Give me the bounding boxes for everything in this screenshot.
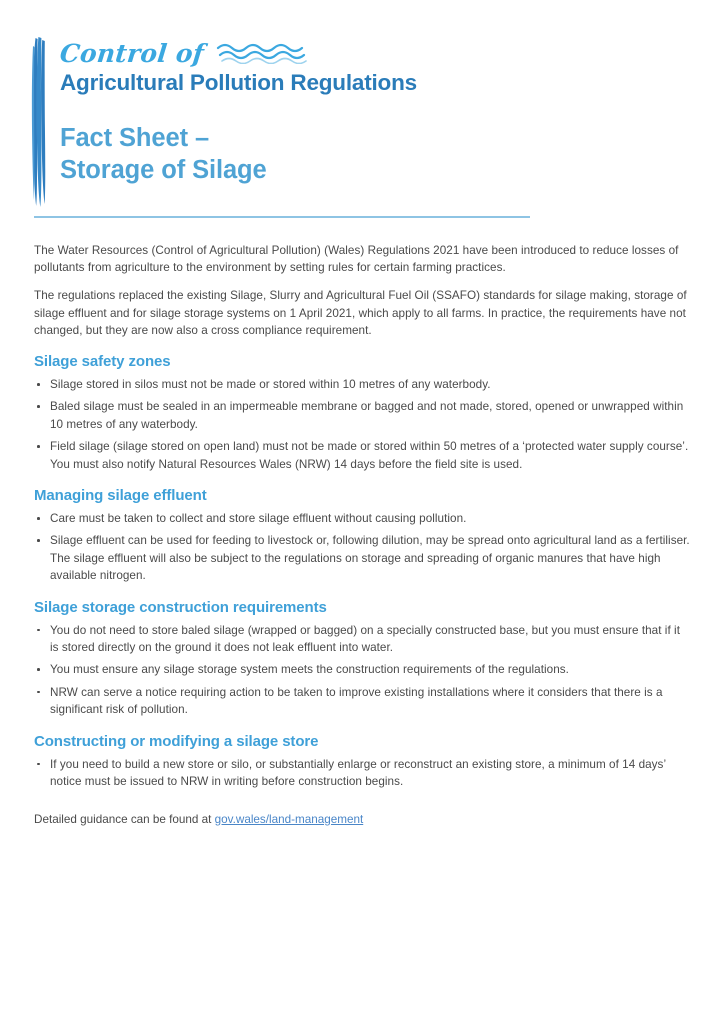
bullet-dot-icon [37, 763, 40, 766]
section-heading-silage-storage-construction-requirements: Silage storage construction requirements [34, 598, 327, 616]
section-list-managing-silage-effluent [34, 510, 690, 585]
list-item-text: Silage effluent can be used for feeding to livestock or, following dilution, may be spread onto agricultural land as a fertiliser. The silage effluent will also be subject to the regulations on storage and spreading of organic manures that have high available nitrogen. [50, 534, 690, 583]
section-list-silage-safety-zones [34, 376, 690, 473]
section-list-silage-storage-construction-requirements [34, 622, 690, 719]
guidance-note [34, 811, 690, 828]
list-item [34, 622, 690, 657]
list-item-text: Silage stored in silos must not be made or stored within 10 metres of any waterbody. [50, 378, 491, 392]
bullet-dot-icon [37, 405, 40, 408]
section-heading-silage-safety-zones: Silage safety zones [34, 353, 171, 371]
brush-stroke-icon [31, 36, 48, 208]
list-item [34, 376, 690, 393]
document-title [60, 123, 690, 186]
document-title-line-1: Fact Sheet – [60, 124, 210, 152]
list-item-text: You must ensure any silage storage system meets the construction requirements of the regulations. [50, 663, 569, 677]
script-title-row [60, 34, 690, 68]
list-item [34, 398, 690, 433]
brand-title: Agricultural Pollution Regulations [60, 70, 417, 95]
list-item-text: NRW can serve a notice requiring action to be taken to improve existing installations where it considers that there is a significant risk of pollution. [50, 685, 663, 717]
list-item-text: Care must be taken to collect and store silage effluent without causing pollution. [50, 512, 467, 526]
list-item [34, 756, 690, 791]
bullet-dot-icon [37, 691, 40, 694]
document-body [34, 242, 690, 828]
header-text-block [60, 34, 690, 186]
bullet-dot-icon [37, 668, 40, 671]
wavy-water-lines-icon [216, 42, 310, 64]
bullet-dot-icon [37, 383, 40, 386]
intro-paragraph-2: The regulations replaced the existing Silage, Slurry and Agricultural Fuel Oil (SSAFO) standards for silage making, storage of silage effluent and for silage storage systems on 1 April 2021, which apply to all farms. In practice, the requirements have not changed, but they are now also a cross compliance requirement. [34, 289, 687, 337]
list-item [34, 510, 690, 527]
bullet-dot-icon [37, 517, 40, 520]
script-title: Control of [58, 39, 206, 68]
guidance-link[interactable]: gov.wales/land-management [214, 812, 364, 826]
list-item [34, 438, 690, 473]
list-item-text: You do not need to store baled silage (wrapped or bagged) on a specially constructed base, but you must ensure that if it is stored directly on the ground it does not leak effluent into water. [50, 623, 680, 655]
section-heading-managing-silage-effluent: Managing silage effluent [34, 487, 207, 505]
guidance-note-prefix: Detailed guidance can be found at [34, 812, 215, 826]
list-item-text: Baled silage must be sealed in an impermeable membrane or bagged and not made, stored, opened or unwrapped within 10 metres of any waterbody. [50, 400, 684, 431]
header-divider [34, 216, 530, 218]
document-header [0, 0, 724, 186]
bullet-dot-icon [37, 445, 40, 448]
list-item [34, 661, 690, 678]
section-heading-constructing-or-modifying-a-silage-store: Constructing or modifying a silage store [34, 732, 319, 750]
intro-paragraph-1: The Water Resources (Control of Agricultural Pollution) (Wales) Regulations 2021 have been introduced to reduce losses of pollutants from agriculture to the environment by setting rules for certain farming practices. [34, 244, 679, 275]
list-item-text: Field silage (silage stored on open land) must not be made or stored within 50 metres of a ‘protected water supply course’. You must also notify Natural Resources Wales (NRW) 14 days before the field site is used. [50, 440, 689, 471]
bullet-dot-icon [37, 629, 40, 632]
list-item-text: If you need to build a new store or silo, or substantially enlarge or reconstruct an existing store, a minimum of 14 days’ notice must be issued to NRW in writing before construction begins. [50, 757, 666, 789]
section-list-constructing-or-modifying-a-silage-store [34, 756, 690, 791]
bullet-dot-icon [37, 539, 40, 542]
list-item [34, 532, 690, 584]
list-item [34, 684, 690, 719]
document-title-line-2: Storage of Silage [60, 155, 267, 184]
